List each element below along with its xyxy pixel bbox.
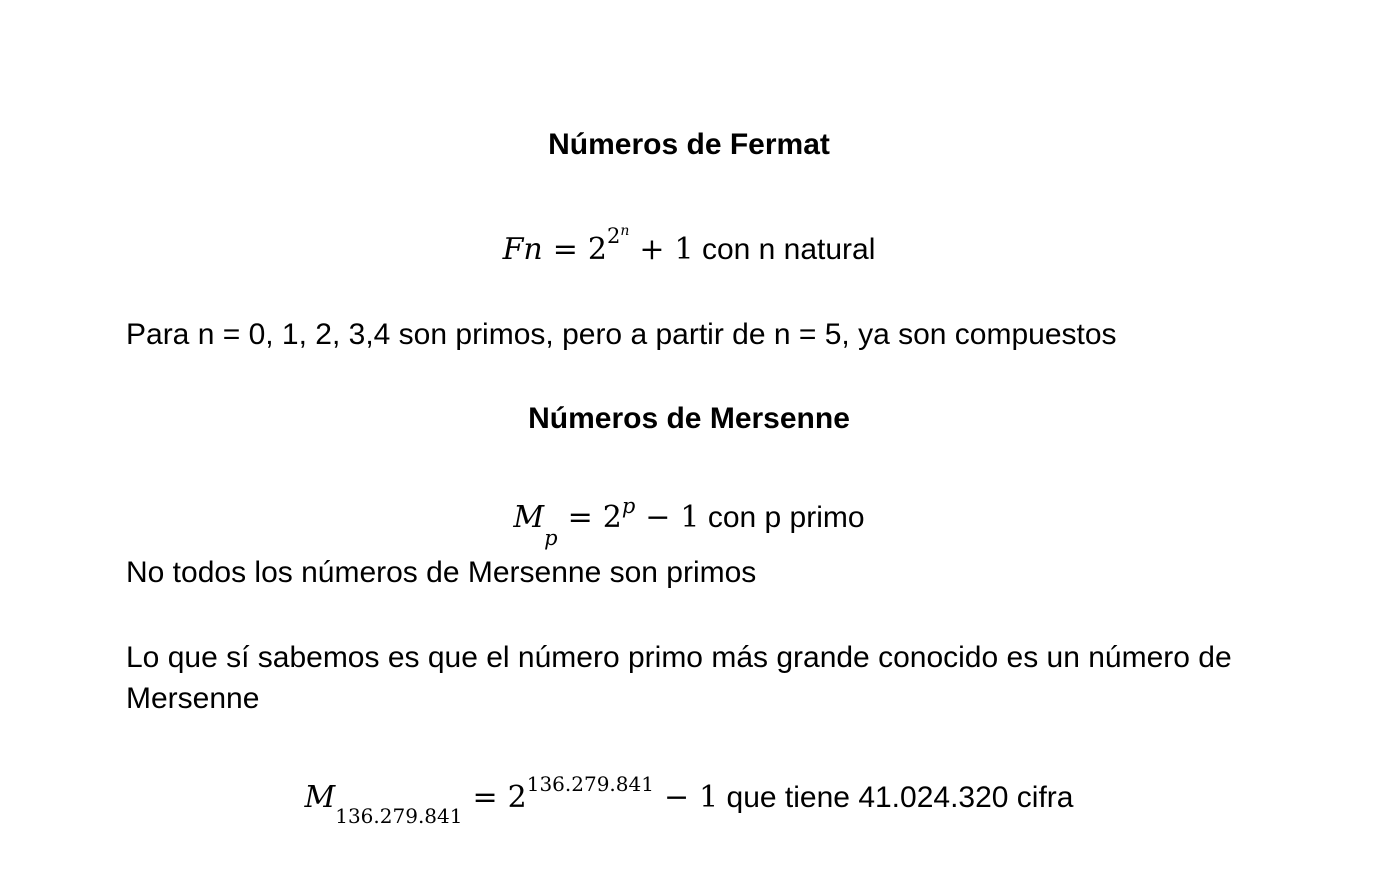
largest-exponent: 136.279.841: [526, 772, 654, 796]
largest-prime-formula: [0, 772, 1378, 828]
fermat-equals: =: [552, 232, 578, 267]
largest-lhs: M: [304, 780, 336, 815]
fermat-exp-base: 2: [606, 224, 621, 248]
largest-minus: −: [663, 780, 690, 815]
largest-equals: =: [472, 780, 498, 815]
fermat-base: 2: [587, 232, 607, 267]
largest-base: 2: [507, 780, 527, 815]
fermat-plus: +: [639, 232, 665, 267]
mersenne-exponent: p: [621, 494, 636, 518]
mersenne-formula: [0, 494, 1378, 550]
mersenne-base: 2: [602, 500, 622, 535]
fermat-suffix: con n natural: [693, 233, 876, 266]
mersenne-one: 1: [680, 500, 700, 535]
mersenne-note-1: No todos los números de Mersenne son primos: [126, 556, 757, 589]
fermat-note: Para n = 0, 1, 2, 3,4 son primos, pero a partir de n = 5, ya son compuestos: [126, 318, 1117, 351]
fermat-exponent: [607, 224, 629, 248]
fermat-formula: [0, 223, 1378, 267]
largest-one: 1: [699, 780, 719, 815]
mersenne-note-2-line-2: Mersenne: [126, 682, 260, 715]
mersenne-note-2-line-1: Lo que sí sabemos es que el número primo más grande conocido es un número de: [126, 641, 1232, 674]
largest-suffix: que tiene 41.024.320 cifra: [718, 781, 1074, 814]
fermat-lhs: Fn: [502, 232, 543, 267]
fermat-exp-exp: n: [620, 223, 630, 239]
mersenne-equals: =: [567, 500, 593, 535]
mersenne-lhs-sub: p: [544, 526, 558, 550]
largest-lhs-sub: 136.279.841: [335, 804, 463, 828]
fermat-heading: Números de Fermat: [548, 128, 830, 161]
mersenne-minus: −: [645, 500, 671, 535]
fermat-one: 1: [674, 232, 694, 267]
mersenne-lhs: M: [513, 500, 545, 535]
mersenne-heading: Números de Mersenne: [528, 402, 850, 435]
mersenne-suffix: con p primo: [699, 501, 865, 534]
